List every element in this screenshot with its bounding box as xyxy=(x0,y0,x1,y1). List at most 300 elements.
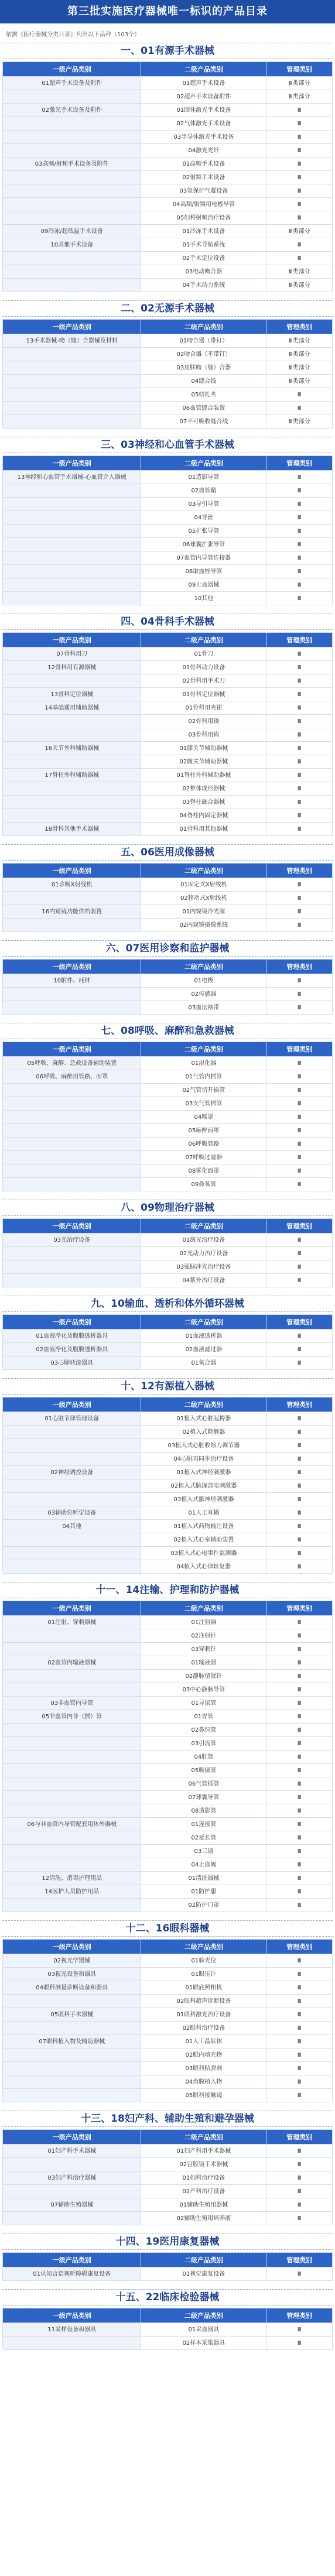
column-header: 管理类别 xyxy=(266,864,333,878)
secondary-category-cell: 01输液器 xyxy=(141,1656,266,1670)
secondary-category-cell: 03脊柱融合器械 xyxy=(141,796,266,809)
column-header: 管理类别 xyxy=(266,1042,333,1057)
management-class-cell: Ⅲ xyxy=(266,1506,333,1520)
column-header: 一级产品类别 xyxy=(3,960,141,974)
secondary-category-cell: 02眼内填充物 xyxy=(141,2049,266,2062)
section-title: 九、10输血、透析和体外循环器械 xyxy=(2,1296,333,1312)
management-class-cell: Ⅲ xyxy=(266,1070,333,1084)
secondary-category-cell: 01手术导航系统 xyxy=(141,238,266,252)
management-class-cell: Ⅲ xyxy=(266,1818,333,1831)
table-row xyxy=(3,892,333,905)
primary-category-cell xyxy=(3,484,141,498)
management-class-cell: Ⅲ xyxy=(266,1439,333,1453)
column-header: 管理类别 xyxy=(266,456,333,471)
primary-category-cell xyxy=(3,361,141,375)
primary-category-cell xyxy=(3,1138,141,1151)
secondary-category-cell: 08取血栓导管 xyxy=(141,565,266,578)
primary-category-cell: 04眼科测量诊断设备和器具 xyxy=(3,1981,141,1995)
table-row xyxy=(3,1247,333,1260)
column-header: 管理类别 xyxy=(266,1940,333,1954)
table-row xyxy=(3,1737,333,1751)
table-row xyxy=(3,1954,333,1968)
table-row xyxy=(3,238,333,252)
primary-category-cell xyxy=(3,265,141,279)
primary-category-cell: 13骨科定位器械 xyxy=(3,688,141,701)
primary-category-cell: 01诊断X射线机 xyxy=(3,878,141,892)
primary-category-cell: 12骨科用有源器械 xyxy=(3,661,141,674)
secondary-category-cell: 01妇科治疗设备 xyxy=(141,2171,266,2185)
table-row xyxy=(3,2008,333,2022)
primary-category-cell xyxy=(3,1777,141,1791)
primary-category-cell xyxy=(3,131,141,144)
table-row xyxy=(3,1466,333,1479)
secondary-category-cell: 02传感器 xyxy=(141,988,266,1001)
secondary-category-cell: 01眼科激光治疗设备 xyxy=(141,2008,266,2022)
primary-category-cell xyxy=(3,2022,141,2035)
secondary-category-cell: 03强脉冲光治疗设备 xyxy=(141,1260,266,1274)
secondary-category-cell: 05扩张导管 xyxy=(141,525,266,538)
management-class-cell: Ⅲ xyxy=(266,2198,333,2212)
secondary-category-cell: 02髋关节辅助器械 xyxy=(141,755,266,769)
primary-category-cell xyxy=(3,1084,141,1097)
management-class-cell: Ⅲ xyxy=(266,2337,333,2350)
column-header: 一级产品类别 xyxy=(3,456,141,471)
primary-category-cell: 10其他手术设备 xyxy=(3,238,141,252)
management-class-cell: Ⅲ xyxy=(266,1084,333,1097)
table-row xyxy=(3,2022,333,2035)
secondary-category-cell: 01湿化器 xyxy=(141,1057,266,1070)
secondary-category-cell: 02样本采集器具 xyxy=(141,2337,266,2350)
secondary-category-cell: 04紫外治疗设备 xyxy=(141,1274,266,1287)
secondary-category-cell: 03植入式心电事件监测器 xyxy=(141,1547,266,1560)
secondary-category-cell: 04心脏再同步治疗设备 xyxy=(141,1453,266,1466)
secondary-category-cell: 02椎体成形器械 xyxy=(141,782,266,796)
section-title: 十三、18妇产科、辅助生殖和避孕器械 xyxy=(2,2111,333,2127)
column-header: 管理类别 xyxy=(266,2130,333,2145)
section-title: 三、03神经和心血管手术器械 xyxy=(2,437,333,453)
secondary-category-cell: 06球囊扩张导管 xyxy=(141,538,266,551)
secondary-category-cell: 02骨科用镊 xyxy=(141,715,266,728)
primary-category-cell xyxy=(3,919,141,932)
column-header: 管理类别 xyxy=(266,1219,333,1234)
table-row xyxy=(3,728,333,742)
management-class-cell: Ⅲ xyxy=(266,701,333,715)
primary-category-cell xyxy=(3,1151,141,1164)
catalog-section xyxy=(2,1023,333,1191)
table-row xyxy=(3,1330,333,1343)
table-row xyxy=(3,1260,333,1274)
primary-category-cell xyxy=(3,892,141,905)
table-row xyxy=(3,1804,333,1818)
primary-category-cell: 03光治疗设备 xyxy=(3,1234,141,1247)
table-row xyxy=(3,2323,333,2337)
management-class-cell: Ⅲ类部分 xyxy=(266,265,333,279)
primary-category-cell: 07辅助生殖器械 xyxy=(3,2198,141,2212)
secondary-category-cell: 10其他 xyxy=(141,592,266,605)
secondary-category-cell: 02植入式脑深部电刺激器 xyxy=(141,1479,266,1493)
table-row xyxy=(3,511,333,525)
secondary-category-cell: 01气管内插管 xyxy=(141,1070,266,1084)
table-row xyxy=(3,988,333,1001)
management-class-cell: Ⅲ xyxy=(266,1426,333,1439)
section-title: 六、07医用诊察和监护器械 xyxy=(2,940,333,957)
table-row xyxy=(3,2185,333,2198)
primary-category-cell xyxy=(3,511,141,525)
management-class-cell: Ⅲ xyxy=(266,1831,333,1845)
secondary-category-cell: 08造影管 xyxy=(141,1804,266,1818)
secondary-category-cell: 06血管缝合装置 xyxy=(141,402,266,415)
primary-category-cell: 17脊柱外科辅助器械 xyxy=(3,769,141,782)
management-class-cell: Ⅲ xyxy=(266,1751,333,1764)
catalog-table xyxy=(2,1601,333,1912)
management-class-cell: Ⅲ xyxy=(266,1804,333,1818)
secondary-category-cell: 01脊柱外科辅助器械 xyxy=(141,769,266,782)
table-row xyxy=(3,1097,333,1111)
management-class-cell: Ⅲ类部分 xyxy=(266,77,333,90)
secondary-category-cell: 05妇科射频治疗设备 xyxy=(141,211,266,225)
management-class-cell: Ⅲ xyxy=(266,1560,333,1574)
management-class-cell: Ⅲ xyxy=(266,755,333,769)
secondary-category-cell: 05结扎夹 xyxy=(141,388,266,402)
table-row xyxy=(3,1683,333,1697)
management-class-cell: Ⅲ xyxy=(266,688,333,701)
secondary-category-cell: 03骨科用钩 xyxy=(141,728,266,742)
secondary-category-cell: 07呼吸过滤器 xyxy=(141,1151,266,1164)
management-class-cell: Ⅲ xyxy=(266,2145,333,2158)
secondary-category-cell: 05吸痰管 xyxy=(141,1764,266,1777)
secondary-category-cell: 07血管内导管连接器 xyxy=(141,551,266,565)
management-class-cell: Ⅲ xyxy=(266,1858,333,1872)
table-row xyxy=(3,2145,333,2158)
secondary-category-cell: 02血管鞘 xyxy=(141,484,266,498)
management-class-cell: Ⅲ xyxy=(266,1547,333,1560)
primary-category-cell xyxy=(3,1899,141,1912)
table-row xyxy=(3,648,333,661)
catalog-section xyxy=(2,2111,333,2225)
secondary-category-cell: 02静脉留置针 xyxy=(141,1670,266,1683)
column-header: 管理类别 xyxy=(266,1397,333,1412)
primary-category-cell xyxy=(3,415,141,429)
column-header: 管理类别 xyxy=(266,960,333,974)
secondary-category-cell: 01采血器具 xyxy=(141,2323,266,2337)
table-row xyxy=(3,755,333,769)
secondary-category-cell: 09鼻氧管 xyxy=(141,1178,266,1191)
secondary-category-cell: 03引流管 xyxy=(141,1737,266,1751)
catalog-table xyxy=(2,863,333,932)
management-class-cell: Ⅲ xyxy=(266,2008,333,2022)
primary-category-cell xyxy=(3,1764,141,1777)
management-class-cell: Ⅲ xyxy=(266,171,333,184)
management-class-cell: Ⅲ类部分 xyxy=(266,415,333,429)
section-title: 四、04骨科手术器械 xyxy=(2,614,333,630)
primary-category-cell: 05眼科手术器械 xyxy=(3,2008,141,2022)
primary-category-cell: 09冷冻/超低温手术设备 xyxy=(3,225,141,238)
section-title: 一、01有源手术器械 xyxy=(2,43,333,59)
table-row xyxy=(3,551,333,565)
catalog-section xyxy=(2,940,333,1015)
table-row xyxy=(3,919,333,932)
primary-category-cell xyxy=(3,551,141,565)
column-header: 二级产品类别 xyxy=(141,320,266,334)
management-class-cell: Ⅲ xyxy=(266,211,333,225)
catalog-table xyxy=(2,319,333,429)
table-row xyxy=(3,525,333,538)
secondary-category-cell: 03支气管插管 xyxy=(141,1097,266,1111)
table-row xyxy=(3,117,333,131)
secondary-category-cell: 04肛管 xyxy=(141,1751,266,1764)
primary-category-cell: 03视光设备和器具 xyxy=(3,1968,141,1981)
primary-category-cell: 02血管内输液器械 xyxy=(3,1656,141,1670)
table-row xyxy=(3,1506,333,1520)
section-title: 七、08呼吸、麻醉和急救器械 xyxy=(2,1023,333,1039)
table-row xyxy=(3,878,333,892)
secondary-category-cell: 01人工晶状体 xyxy=(141,2035,266,2049)
management-class-cell: Ⅲ类部分 xyxy=(266,361,333,375)
management-class-cell: Ⅲ xyxy=(266,1178,333,1191)
primary-category-cell xyxy=(3,1724,141,1737)
table-row xyxy=(3,1001,333,1015)
section-title: 十一、14注输、护理和防护器械 xyxy=(2,1582,333,1598)
management-class-cell: Ⅲ xyxy=(266,184,333,198)
catalog-section xyxy=(2,614,333,836)
table-row xyxy=(3,1560,333,1574)
management-class-cell: Ⅲ xyxy=(266,1954,333,1968)
management-class-cell: Ⅲ xyxy=(266,471,333,484)
table-row xyxy=(3,974,333,988)
management-class-cell: Ⅲ xyxy=(266,1872,333,1885)
table-row xyxy=(3,1724,333,1737)
table-row xyxy=(3,1791,333,1804)
primary-category-cell xyxy=(3,715,141,728)
secondary-category-cell: 02辅助生殖用培养液 xyxy=(141,2212,266,2225)
table-row xyxy=(3,1070,333,1084)
management-class-cell: Ⅲ xyxy=(266,1616,333,1629)
secondary-category-cell: 02注射针 xyxy=(141,1629,266,1643)
catalog-section xyxy=(2,1296,333,1370)
table-row xyxy=(3,1656,333,1670)
table-row xyxy=(3,198,333,211)
management-class-cell: Ⅲ xyxy=(266,782,333,796)
column-header: 一级产品类别 xyxy=(3,633,141,648)
catalog-section xyxy=(2,2234,333,2281)
table-row xyxy=(3,77,333,90)
management-class-cell: Ⅲ xyxy=(266,1493,333,1506)
primary-category-cell xyxy=(3,796,141,809)
intro-note: 依据《医疗器械分类目录》列出以下品种（103个） xyxy=(6,32,141,38)
management-class-cell: Ⅲ xyxy=(266,1356,333,1370)
table-row xyxy=(3,796,333,809)
management-class-cell: Ⅲ xyxy=(266,525,333,538)
table-row xyxy=(3,211,333,225)
management-class-cell: Ⅲ类部分 xyxy=(266,279,333,292)
secondary-category-cell: 02光动力治疗设备 xyxy=(141,1247,266,1260)
secondary-category-cell: 03植入式骶神经刺激器 xyxy=(141,1493,266,1506)
table-row xyxy=(3,252,333,265)
secondary-category-cell: 01骨科用夹钳 xyxy=(141,701,266,715)
secondary-category-cell: 01骨刀 xyxy=(141,648,266,661)
secondary-category-cell: 05眼科接触镜 xyxy=(141,2089,266,2102)
management-class-cell: Ⅲ xyxy=(266,742,333,755)
primary-category-cell: 10附件、耗材 xyxy=(3,974,141,988)
primary-category-cell xyxy=(3,1453,141,1466)
table-row xyxy=(3,2035,333,2049)
primary-category-cell xyxy=(3,1804,141,1818)
column-header: 二级产品类别 xyxy=(141,864,266,878)
catalog-table xyxy=(2,1939,333,2102)
column-header: 二级产品类别 xyxy=(141,2130,266,2145)
catalog-section xyxy=(2,437,333,605)
section-title: 五、06医用成像器械 xyxy=(2,844,333,861)
secondary-category-cell: 03血压袖带 xyxy=(141,1001,266,1015)
primary-category-cell xyxy=(3,2337,141,2350)
secondary-category-cell: 02植入式心室辅助装置 xyxy=(141,1533,266,1547)
table-row xyxy=(3,1858,333,1872)
management-class-cell: Ⅲ xyxy=(266,1274,333,1287)
table-row xyxy=(3,1547,333,1560)
table-row xyxy=(3,715,333,728)
secondary-category-cell: 02射频手术设备 xyxy=(141,171,266,184)
table-row xyxy=(3,1138,333,1151)
management-class-cell: Ⅲ xyxy=(266,661,333,674)
management-class-cell: Ⅲ xyxy=(266,1724,333,1737)
table-row xyxy=(3,1995,333,2008)
section-title: 十二、16眼科器械 xyxy=(2,1920,333,1937)
column-header: 一级产品类别 xyxy=(3,1042,141,1057)
primary-category-cell xyxy=(3,1995,141,2008)
secondary-category-cell: 03植入式心脏收缩力调节器 xyxy=(141,1439,266,1453)
management-class-cell: Ⅲ xyxy=(266,157,333,171)
table-row xyxy=(3,1751,333,1764)
primary-category-cell xyxy=(3,1858,141,1872)
section-title: 二、02无源手术器械 xyxy=(2,300,333,317)
management-class-cell: Ⅲ类部分 xyxy=(266,90,333,104)
secondary-category-cell: 01眼压计 xyxy=(141,1968,266,1981)
primary-category-cell xyxy=(3,1547,141,1560)
secondary-category-cell: 01内窥镜冷光源 xyxy=(141,905,266,919)
primary-category-cell: 02激光手术设备及附件 xyxy=(3,104,141,117)
catalog-section xyxy=(2,1200,333,1287)
management-class-cell: Ⅲ xyxy=(266,104,333,117)
management-class-cell: Ⅲ xyxy=(266,1764,333,1777)
column-header: 一级产品类别 xyxy=(3,2308,141,2323)
secondary-category-cell: 02防护口罩 xyxy=(141,1899,266,1912)
primary-category-cell xyxy=(3,1439,141,1453)
secondary-category-cell: 04激光光纤 xyxy=(141,144,266,157)
primary-category-cell xyxy=(3,375,141,388)
table-row xyxy=(3,1453,333,1466)
management-class-cell: Ⅲ xyxy=(266,2089,333,2102)
section-title: 十四、19医用康复器械 xyxy=(2,2234,333,2250)
management-class-cell: Ⅲ xyxy=(266,1479,333,1493)
primary-category-cell: 14医护人员防护用品 xyxy=(3,1885,141,1899)
management-class-cell: Ⅲ xyxy=(266,2158,333,2171)
table-row xyxy=(3,375,333,388)
primary-category-cell xyxy=(3,1683,141,1697)
primary-category-cell: 04其他 xyxy=(3,1520,141,1533)
table-row xyxy=(3,538,333,551)
table-row xyxy=(3,1426,333,1439)
secondary-category-cell: 02吻合器（不带钉） xyxy=(141,348,266,361)
management-class-cell: Ⅲ xyxy=(266,2049,333,2062)
secondary-category-cell: 04角膜植入物 xyxy=(141,2075,266,2089)
table-row xyxy=(3,782,333,796)
secondary-category-cell: 02植入式除颤器 xyxy=(141,1426,266,1439)
management-class-cell: Ⅲ xyxy=(266,2035,333,2049)
column-header: 管理类别 xyxy=(266,633,333,648)
primary-category-cell: 02血液净化及腹膜透析器具 xyxy=(3,1343,141,1356)
catalog-table xyxy=(2,455,333,605)
primary-category-cell: 07眼科植入物及辅助器械 xyxy=(3,2035,141,2049)
column-header: 一级产品类别 xyxy=(3,1397,141,1412)
secondary-category-cell: 03中心静脉导管 xyxy=(141,1683,266,1697)
primary-category-cell xyxy=(3,1097,141,1111)
primary-category-cell xyxy=(3,1845,141,1858)
column-header: 二级产品类别 xyxy=(141,1315,266,1330)
table-row xyxy=(3,171,333,184)
management-class-cell: Ⅲ xyxy=(266,578,333,592)
catalog-table xyxy=(2,2308,333,2350)
table-row xyxy=(3,1479,333,1493)
secondary-category-cell: 01超声手术设备 xyxy=(141,77,266,90)
primary-category-cell xyxy=(3,1274,141,1287)
column-header: 一级产品类别 xyxy=(3,320,141,334)
column-header: 管理类别 xyxy=(266,2308,333,2323)
management-class-cell: Ⅲ xyxy=(266,1791,333,1804)
primary-category-cell xyxy=(3,252,141,265)
primary-category-cell: 13手术器械-吻（缝）合器械及材料 xyxy=(3,334,141,348)
table-row xyxy=(3,1343,333,1356)
primary-category-cell: 14基础通用辅助器械 xyxy=(3,701,141,715)
catalog-section xyxy=(2,1378,333,1574)
table-row xyxy=(3,1872,333,1885)
table-row xyxy=(3,1697,333,1710)
primary-category-cell xyxy=(3,171,141,184)
catalog-table xyxy=(2,2252,333,2281)
secondary-category-cell: 01固体激光手术设备 xyxy=(141,104,266,117)
table-row xyxy=(3,2267,333,2281)
management-class-cell: Ⅲ xyxy=(266,1737,333,1751)
management-class-cell: Ⅲ xyxy=(266,1343,333,1356)
column-header: 二级产品类别 xyxy=(141,1397,266,1412)
primary-category-cell: 03高频/射频手术设备及附件 xyxy=(3,157,141,171)
management-class-cell: Ⅲ xyxy=(266,2062,333,2075)
column-header: 二级产品类别 xyxy=(141,1940,266,1954)
management-class-cell: Ⅲ xyxy=(266,796,333,809)
column-header: 二级产品类别 xyxy=(141,1601,266,1616)
management-class-cell: Ⅲ xyxy=(266,728,333,742)
management-class-cell: Ⅲ xyxy=(266,1899,333,1912)
catalog-section xyxy=(2,844,333,932)
secondary-category-cell: 01血液透析器 xyxy=(141,1330,266,1343)
secondary-category-cell: 01骨科动力设备 xyxy=(141,661,266,674)
secondary-category-cell: 02宫腔镜手术器械 xyxy=(141,2158,266,2171)
primary-category-cell xyxy=(3,2075,141,2089)
management-class-cell: Ⅲ xyxy=(266,1670,333,1683)
secondary-category-cell: 02内窥镜摄像系统 xyxy=(141,919,266,932)
secondary-category-cell: 03皮肤吻（缝）合器 xyxy=(141,361,266,375)
primary-category-cell: 01注射、穿刺器械 xyxy=(3,1616,141,1629)
table-row xyxy=(3,1439,333,1453)
table-row xyxy=(3,1493,333,1506)
column-header: 管理类别 xyxy=(266,1315,333,1330)
secondary-category-cell: 01膝关节辅助器械 xyxy=(141,742,266,755)
secondary-category-cell: 03穿刺针 xyxy=(141,1643,266,1656)
management-class-cell: Ⅲ xyxy=(266,648,333,661)
primary-category-cell xyxy=(3,279,141,292)
primary-category-cell xyxy=(3,592,141,605)
management-class-cell: Ⅲ xyxy=(266,402,333,415)
management-class-cell: Ⅲ xyxy=(266,878,333,892)
